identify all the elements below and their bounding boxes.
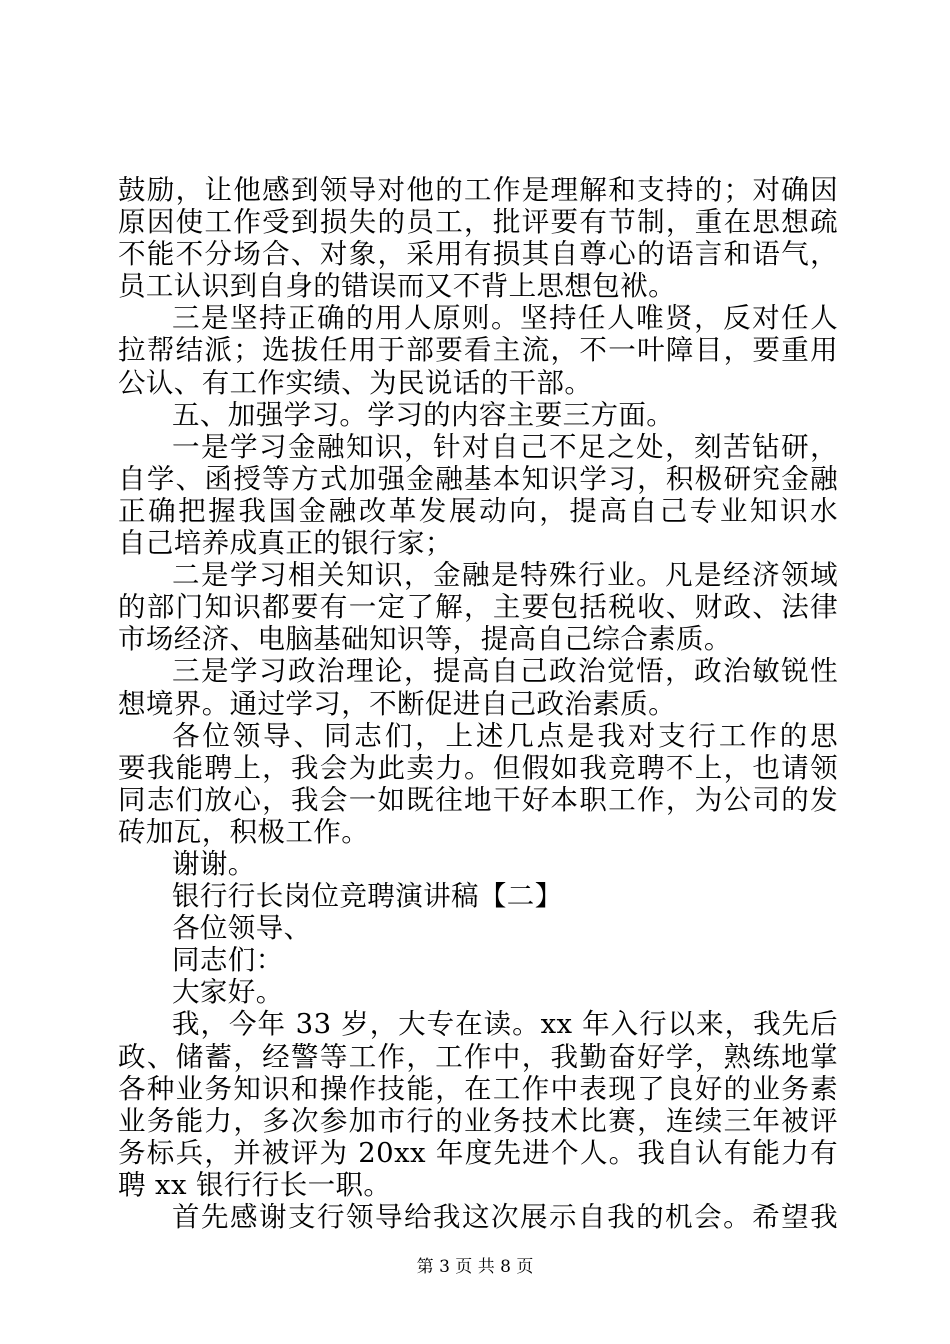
text-line: 政、储蓄，经警等工作，工作中，我勤奋好学，熟练地掌: [118, 1040, 838, 1073]
text-line: 三是坚持正确的用人原则。坚持任人唯贤，反对任人: [172, 302, 838, 335]
text-line: 市场经济、电脑基础知识等，提高自己综合素质。: [118, 623, 732, 656]
text-line: 各位领导、同志们，上述几点是我对支行工作的思: [172, 719, 838, 752]
page-footer: 第 3 页 共 8 页: [416, 1257, 534, 1277]
text-line: 正确把握我国金融改革发展动向，提高自己专业知识水: [118, 494, 838, 527]
text-line: 鼓励，让他感到领导对他的工作是理解和支持的；对确因: [118, 174, 838, 206]
text-line: 务标兵，并被评为 20xx 年度先进个人。我自认有能力有: [118, 1136, 838, 1169]
text-line: 一是学习金融知识，针对自己不足之处，刻苦钻研，: [172, 430, 838, 463]
text-line: 同志们放心，我会一如既往地干好本职工作，为公司的发: [118, 783, 838, 816]
text-line: 公认、有工作实绩、为民说话的干部。: [118, 366, 593, 399]
text-line: 业务能力，多次参加市行的业务技术比赛，连续三年被评: [118, 1104, 838, 1137]
text-line: 自学、函授等方式加强金融基本知识学习，积极研究金融: [118, 462, 838, 495]
text-line: 首先感谢支行领导给我这次展示自我的机会。希望我: [172, 1201, 838, 1233]
text-line: 的部门知识都要有一定了解，主要包括税收、财政、法律: [118, 591, 838, 624]
text-line: 银行行长岗位竞聘演讲稿【二】: [172, 880, 563, 913]
text-line: 聘 xx 银行行长一职。: [118, 1168, 392, 1201]
text-line: 拉帮结派；选拔任用于部要看主流，不一叶障目，要重用: [118, 334, 838, 367]
document-body: [118, 174, 838, 1233]
text-line: 各位领导、: [172, 912, 312, 945]
text-line: 要我能聘上，我会为此卖力。但假如我竞聘不上，也请领: [118, 751, 838, 784]
text-line: 砖加瓦，积极工作。: [118, 815, 370, 848]
text-line: 原因使工作受到损失的员工，批评要有节制，重在思想疏: [118, 206, 838, 239]
text-line: 二是学习相关知识，金融是特殊行业。凡是经济领域: [172, 559, 838, 592]
text-line: 谢谢。: [172, 847, 256, 880]
text-line: 想境界。通过学习，不断促进自己政治素质。: [118, 687, 676, 720]
text-line: 自己培养成真正的银行家；: [118, 527, 453, 560]
text-line: 不能不分场合、对象，采用有损其自尊心的语言和语气，: [118, 238, 838, 271]
text-line: 三是学习政治理论，提高自己政治觉悟，政治敏锐性: [172, 655, 838, 688]
text-line: 五、加强学习。学习的内容主要三方面。: [172, 398, 675, 431]
text-line: 各种业务知识和操作技能，在工作中表现了良好的业务素: [118, 1072, 838, 1105]
text-line: 我，今年 33 岁，大专在读。xx 年入行以来，我先后: [172, 1008, 838, 1041]
text-line: 大家好。: [172, 976, 284, 1009]
text-line: 员工认识到自身的错误而又不背上思想包袱。: [118, 270, 676, 303]
text-line: 同志们：: [172, 944, 284, 977]
